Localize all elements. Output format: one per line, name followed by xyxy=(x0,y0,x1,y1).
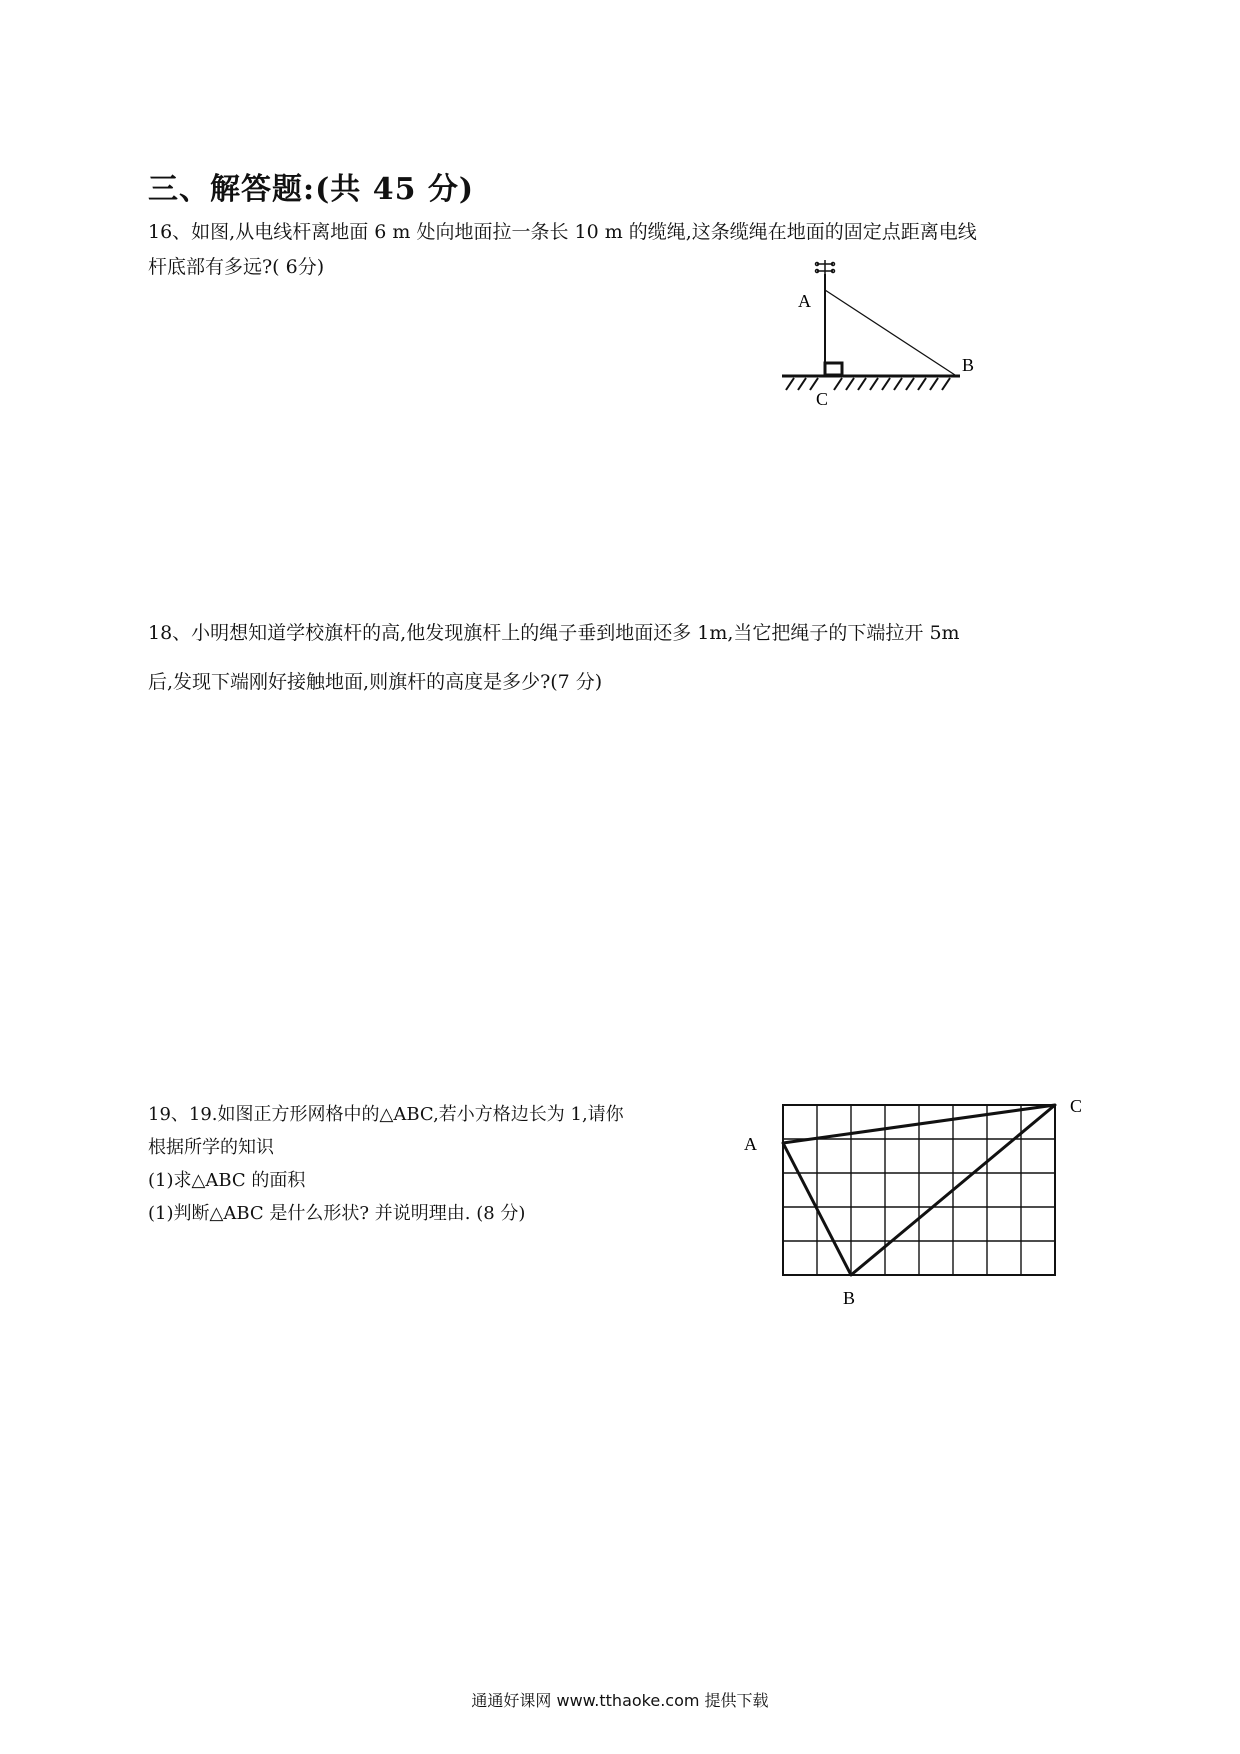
q16-line2: 杆底部有多远?( 6分) xyxy=(148,256,325,278)
q19-line1: 19、19.如图正方形网格中的△ABC,若小方格边长为 1,请你 xyxy=(148,1104,624,1125)
q19-line4: (1)判断△ABC 是什么形状? 并说明理由. (8 分) xyxy=(148,1203,526,1224)
section-title: 三、解答题:(共 45 分) xyxy=(148,172,475,207)
q16-line1: 16、如图,从电线杆离地面 6 m 处向地面拉一条长 10 m 的缆绳,这条缆绳在地面的固定点距离电线 xyxy=(148,221,977,243)
q16-label-a: A xyxy=(798,291,811,311)
q19-label-a: A xyxy=(744,1134,757,1154)
q16-figure-pole-cable xyxy=(760,250,990,410)
q18-line2: 后,发现下端刚好接触地面,则旗杆的高度是多少?(7 分) xyxy=(148,671,603,693)
q19-figure-grid-triangle xyxy=(730,1090,1100,1320)
q18-line1: 18、小明想知道学校旗杆的高,他发现旗杆上的绳子垂到地面还多 1m,当它把绳子的下端拉开 5m xyxy=(148,622,960,644)
q19-line3: (1)求△ABC 的面积 xyxy=(148,1170,306,1191)
ground-hatching xyxy=(786,378,950,390)
q19-label-c: C xyxy=(1070,1096,1083,1116)
q16-label-b: B xyxy=(962,355,975,375)
q16-label-c: C xyxy=(816,389,829,409)
cable-line xyxy=(825,290,955,375)
square-grid xyxy=(783,1105,1055,1275)
pole-base-block xyxy=(825,363,842,375)
q19-line2: 根据所学的知识 xyxy=(148,1137,274,1158)
q19-label-b: B xyxy=(843,1288,856,1308)
pole-insulator-icon xyxy=(816,260,835,274)
page-footer: 通通好课网 www.tthaoke.com 提供下载 xyxy=(471,1691,769,1710)
